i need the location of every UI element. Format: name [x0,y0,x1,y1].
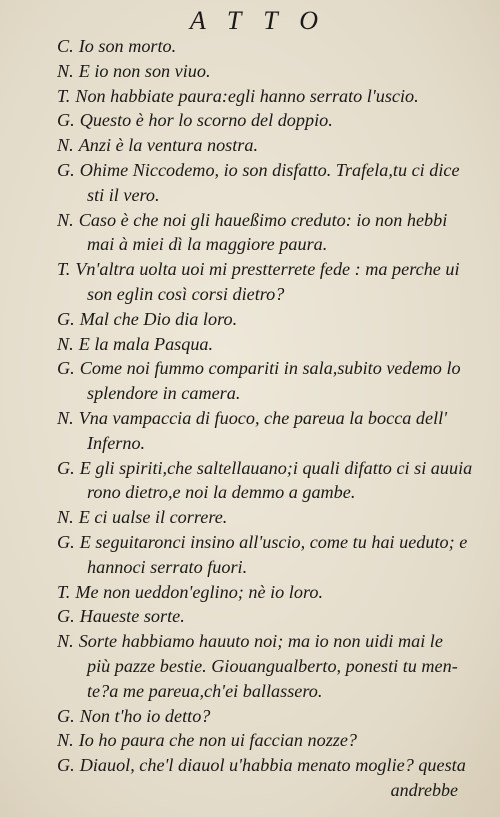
dialogue-line [57,358,487,383]
line-text: Vna vampaccia di fuoco, che pareua la bocca dell' [78,407,448,428]
dialogue-line [57,606,487,631]
line-text: Non habbiate paura:egli hanno serrato l'uscio. [75,85,419,106]
dialogue-line [57,755,487,780]
dialogue-line [57,160,487,185]
dialogue-line [57,61,487,86]
dialogue-line [57,681,487,706]
dialogue-line [57,557,487,582]
speaker-label: N. [57,60,74,81]
dialogue-line [57,383,487,408]
speaker-label: G. [57,358,75,379]
speaker-label: N. [57,407,74,428]
line-text: mai à miei dì la maggiore paura. [87,234,328,255]
dialogue-line [57,259,487,284]
dialogue-text [57,36,487,780]
line-text: E gli spiriti,che saltellauano;i quali difatto ci si auuia [79,457,473,478]
catchword: andrebbe [390,780,458,800]
line-text: Vn'altra uolta uoi mi prestterrete fede : ma perche ui [75,259,460,280]
speaker-label: N. [57,631,74,652]
line-text: Non t'ho io detto? [79,705,211,726]
dialogue-line [57,135,487,160]
dialogue-line [57,86,487,111]
line-text: Io ho paura che non ui faccian nozze? [78,730,358,751]
speaker-label: T. [57,581,71,602]
line-text: E io non son viuo. [78,60,211,81]
line-text: Ohime Niccodemo, io son disfatto. Trafela,tu ci dice [79,159,460,180]
dialogue-line [57,706,487,731]
dialogue-line [57,234,487,259]
dialogue-line [57,458,487,483]
dialogue-line [57,185,487,210]
dialogue-line [57,110,487,135]
speaker-label: N. [57,135,74,156]
dialogue-line [57,210,487,235]
dialogue-line [57,656,487,681]
line-text: Anzi è la ventura nostra. [78,135,259,156]
line-text: Haueste sorte. [79,606,185,627]
dialogue-line [57,284,487,309]
running-header: ATTO [189,6,341,35]
speaker-label: T. [57,85,71,106]
line-text: Mal che Dio dia loro. [79,308,238,329]
line-text: più pazze bestie. Giouangualberto, ponesti tu men- [87,655,458,676]
line-text: Io son morto. [78,36,177,56]
dialogue-line [57,631,487,656]
line-text: E seguitaronci insino all'uscio, come tu hai ueduto; e [79,531,468,552]
dialogue-line [57,334,487,359]
line-text: splendore in camera. [87,383,241,404]
line-text: son eglin così corsi dietro? [87,283,285,304]
dialogue-line [57,582,487,607]
speaker-label: G. [57,159,75,180]
speaker-label: N. [57,209,74,230]
speaker-label: G. [57,705,75,726]
speaker-label: G. [57,531,75,552]
line-text: hannoci serrato fuori. [87,556,248,577]
line-text: Diauol, che'l diauol u'habbia menato moglie? questa [79,755,466,776]
line-text: E la mala Pasqua. [78,333,214,354]
line-text: Come noi fummo compariti in sala,subito vedemo lo [79,358,461,379]
line-text: Inferno. [87,432,146,453]
line-text: Sorte habbiamo hauuto noi; ma io non uidi mai le [78,631,443,652]
dialogue-line [57,482,487,507]
speaker-label: N. [57,333,74,354]
speaker-label: G. [57,755,75,776]
speaker-label: G. [57,457,75,478]
line-text: Questo è hor lo scorno del doppio. [79,110,333,131]
dialogue-line [57,408,487,433]
dialogue-line [57,433,487,458]
dialogue-line [57,309,487,334]
line-text: Me non ueddon'eglino; nè io loro. [75,581,324,602]
line-text: te?a me pareua,ch'ei ballassero. [87,680,323,701]
dialogue-line [57,507,487,532]
line-text: sti il vero. [87,184,160,205]
speaker-label: C. [57,36,74,56]
line-text: Caso è che noi gli haueßimo creduto: io non hebbi [78,209,448,230]
speaker-label: N. [57,507,74,528]
line-text: E ci ualse il correre. [78,507,228,528]
speaker-label: N. [57,730,74,751]
speaker-label: G. [57,110,75,131]
speaker-label: T. [57,259,71,280]
dialogue-line [57,730,487,755]
dialogue-line [57,36,487,61]
dialogue-line [57,532,487,557]
line-text: rono dietro,e noi la demmo a gambe. [87,482,356,503]
speaker-label: G. [57,606,75,627]
speaker-label: G. [57,308,75,329]
